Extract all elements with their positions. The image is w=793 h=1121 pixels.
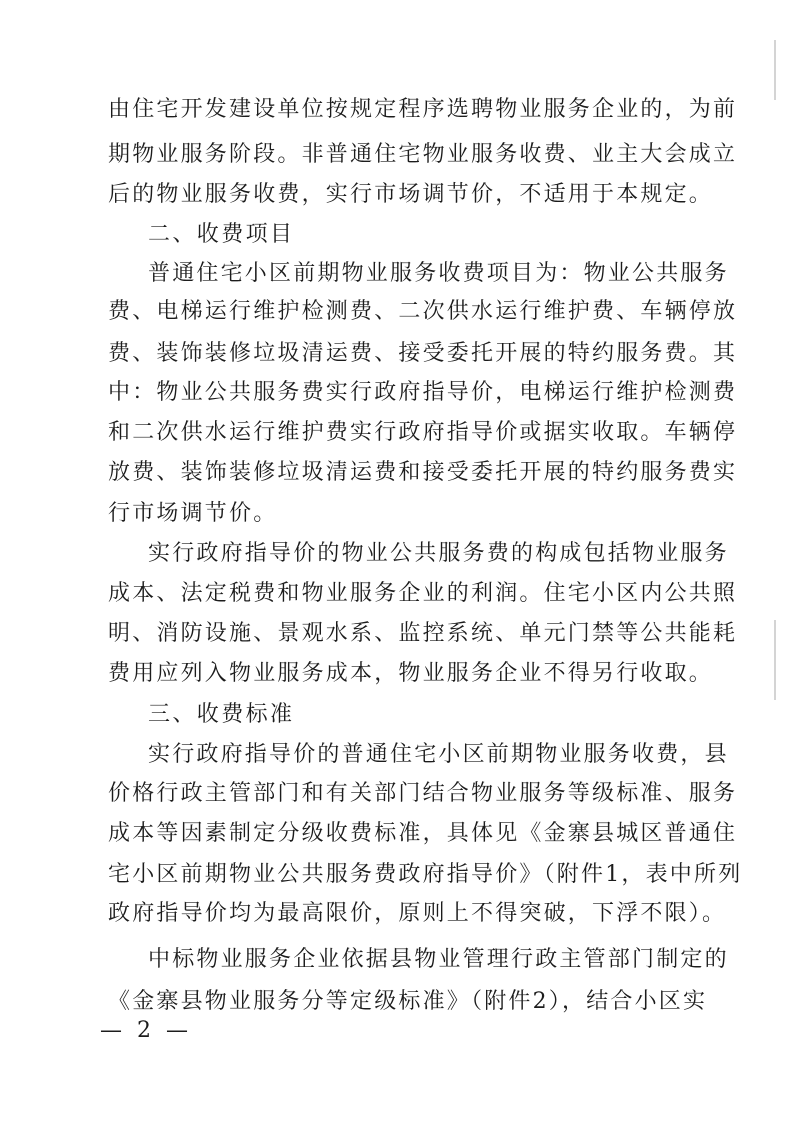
text-line: 后的物业服务收费，实行市场调节价，不适用于本规定。 (108, 182, 714, 207)
text-line: 放费、装饰装修垃圾清运费和接受委托开展的特约服务费实 (108, 460, 738, 485)
text-line: 行市场调节价。 (108, 501, 278, 526)
text-line: 中：物业公共服务费实行政府指导价，电梯运行维护检测费 (108, 380, 738, 405)
text-line: 《金寨县物业服务分等定级标准》（附件2），结合小区实 (108, 989, 708, 1014)
text-line: 政府指导价均为最高限价，原则上不得突破，下浮不限）。 (108, 901, 727, 926)
text-line: 和二次供水运行维护费实行政府指导价或据实收取。车辆停 (108, 420, 738, 445)
section-heading: 三、收费标准 (148, 702, 295, 727)
text-line: 实行政府指导价的物业公共服务费的构成包括物业服务 (148, 541, 729, 566)
text-line: 成本等因素制定分级收费标准，具体见《金寨县城区普通住 (108, 821, 738, 846)
text-line: 费、电梯运行维护检测费、二次供水运行维护费、车辆停放 (108, 299, 738, 324)
text-line: 由住宅开发建设单位按规定程序选聘物业服务企业的，为前 (108, 97, 738, 122)
text-line: 明、消防设施、景观水系、监控系统、单元门禁等公共能耗 (108, 621, 738, 646)
text-line: 宅小区前期物业公共服务费政府指导价》（附件1，表中所列 (108, 862, 743, 887)
text-line: 成本、法定税费和物业服务企业的利润。住宅小区内公共照 (108, 581, 738, 606)
scan-edge-mark (774, 40, 776, 100)
text-line: 期物业服务阶段。非普通住宅物业服务收费、业主大会成立 (108, 142, 738, 167)
scan-edge-mark (774, 620, 776, 700)
text-line: 中标物业服务企业依据县物业管理行政主管部门制定的 (148, 947, 729, 972)
text-line: 价格行政主管部门和有关部门结合物业服务等级标准、服务 (108, 781, 738, 806)
page-number: — 2 — (100, 1018, 192, 1043)
section-heading: 二、收费项目 (148, 222, 295, 247)
text-line: 实行政府指导价的普通住宅小区前期物业服务收费，县 (148, 742, 729, 767)
text-line: 费用应列入物业服务成本，物业服务企业不得另行收取。 (108, 661, 714, 686)
text-line: 普通住宅小区前期物业服务收费项目为：物业公共服务 (148, 261, 729, 286)
text-line: 费、装饰装修垃圾清运费、接受委托开展的特约服务费。其 (108, 341, 738, 366)
